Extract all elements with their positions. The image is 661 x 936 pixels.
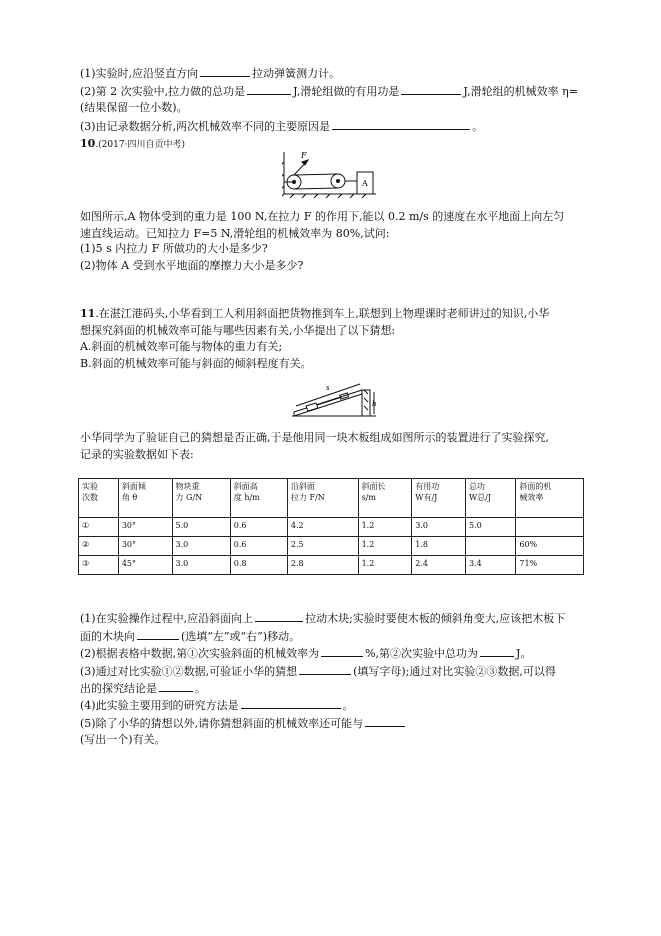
q11-sub5-line2: (写出一个)有关。 <box>80 733 166 746</box>
q10-body1: 如图所示,A 物体受到的重力是 100 N,在拉力 F 的作用下,能以 0.2 m/s 的速度在水平地面上向左匀 <box>80 210 565 223</box>
pulley-figure <box>282 148 378 200</box>
table-header-row <box>79 479 584 518</box>
q11-sub5-line1: (5)除了小华的猜想以外,请你猜想斜面的机械效率还可能与 <box>80 716 407 731</box>
answer-blank[interactable] <box>299 664 351 675</box>
q11-guess-b: B.斜面的机械效率可能与斜面的倾斜程度有关。 <box>80 357 312 370</box>
force-label: F <box>301 151 307 160</box>
height-label: h <box>372 400 377 408</box>
q11-body1: 小华同学为了验证自己的猜想是否正确,于是他用同一块木板组成如图所示的装置进行了实验探究, <box>80 431 549 444</box>
header-cell: 总功 W总/J <box>465 479 515 518</box>
q11-sub1-line2: 面的木块向 (选填“左”或“右”)移动。 <box>80 630 301 643</box>
q10-sub1: (1)5 s 内拉力 F 所做功的大小是多少? <box>80 242 268 255</box>
header-cell: 物块重 力 G/N <box>172 479 230 518</box>
q9-part1: (1)实验时,应沿竖直方向 拉动弹簧测力计。 <box>80 67 341 80</box>
table-row: ② 30° 3.0 0.6 2.5 1.2 1.8 60% <box>79 537 584 556</box>
table-row: ① 30° 5.0 0.6 4.2 1.2 3.0 5.0 <box>79 518 584 537</box>
header-cell: 斜面倾 角 θ <box>118 479 172 518</box>
q11-body2: 记录的实验数据如下表: <box>80 448 194 461</box>
answer-blank[interactable] <box>137 629 179 640</box>
header-cell: 沿斜面 拉力 F/N <box>287 479 358 518</box>
answer-blank[interactable] <box>159 681 193 692</box>
q10-source: .(2017·四川自贡中考) <box>95 140 185 150</box>
answer-blank[interactable] <box>332 119 470 130</box>
q11-sub3-line2: 出的探究结论是 。 <box>80 682 206 695</box>
header-cell: 斜面长 s/m <box>358 479 412 518</box>
answer-blank[interactable] <box>401 84 461 95</box>
q10-sub2: (2)物体 A 受到水平地面的摩擦力大小是多少? <box>80 259 304 272</box>
header-cell: 实验 次数 <box>79 479 119 518</box>
header-cell: 斜面的机 械效率 <box>516 479 584 518</box>
q11-intro2: 想探究斜面的机械效率可能与哪些因素有关,小华提出了以下猜想: <box>80 324 396 337</box>
q9-part2-note: (结果保留一位小数)。 <box>80 101 188 114</box>
q9-part2: (2)第 2 次实验中,拉力做的总功是 J,滑轮组做的有用功是 J,滑轮组的机械效率 η= <box>80 85 578 98</box>
answer-blank[interactable] <box>321 646 363 657</box>
header-cell: 斜面高 度 h/m <box>230 479 287 518</box>
q11-intro1: 11.在湛江港码头,小华看到工人利用斜面把货物推到车上,联想到上物理课时老师讲过的知识,小华 <box>80 307 550 320</box>
answer-blank[interactable] <box>247 84 291 95</box>
q11-sub1-line1: (1)在实验操作过程中,应沿斜面向上 拉动木块;实验时要使木板的倾斜角变大,应该把木板下 <box>80 612 566 625</box>
header-cell: 有用功 W有/J <box>412 479 466 518</box>
experiment-data-table <box>78 478 584 575</box>
answer-blank[interactable] <box>255 611 303 622</box>
q10-body2: 速直线运动。已知拉力 F=5 N,滑轮组的机械效率为 80%,试问: <box>80 227 390 240</box>
answer-blank[interactable] <box>200 66 250 77</box>
q11-guess-a: A.斜面的机械效率可能与物体的重力有关; <box>80 340 283 353</box>
block-label: A <box>362 179 368 188</box>
q10-header: 10.(2017·四川自贡中考) <box>80 137 185 150</box>
q9-part3: (3)由记录数据分析,两次机械效率不同的主要原因是 。 <box>80 120 484 133</box>
answer-blank[interactable] <box>480 646 514 657</box>
answer-blank[interactable] <box>365 716 405 727</box>
q11-sub4: (4)此实验主要用到的研究方法是 。 <box>80 699 354 712</box>
q11-sub2: (2)根据表格中数据,第①次实验斜面的机械效率为 %,第②次实验中总功为 J。 <box>80 647 532 660</box>
incline-figure <box>290 370 378 420</box>
length-label: s <box>326 384 330 392</box>
answer-blank[interactable] <box>241 698 341 709</box>
table-row: ③ 45° 3.0 0.8 2.8 1.2 2.4 3.4 71% <box>79 556 584 575</box>
q11-sub3-line1: (3)通过对比实验①②数据,可验证小华的猜想 (填写字母);通过对比实验②③数据,可以得 <box>80 665 556 678</box>
